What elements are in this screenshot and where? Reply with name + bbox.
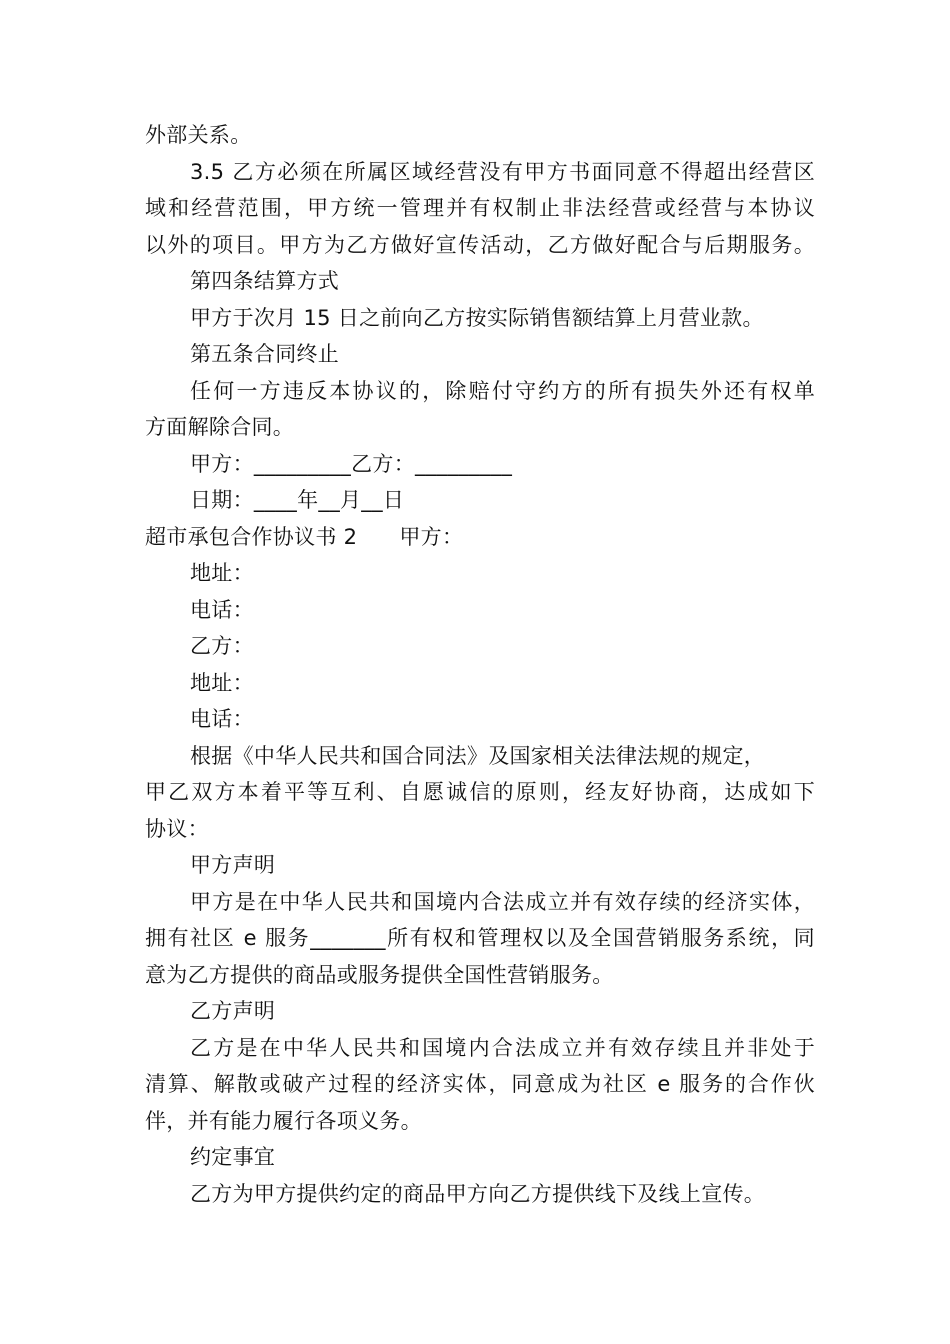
field-line: 地址：: [190, 561, 254, 585]
field-line: 电话：: [190, 707, 254, 731]
field-line: 地址：: [190, 670, 254, 695]
paragraph-line: 甲方是在中华人民共和国境内合法成立并有效存续的经济实体，: [190, 889, 815, 914]
paragraph-line: 乙方是在中华人民共和国境内合法成立并有效存续且并非处于: [190, 1035, 815, 1060]
paragraph-line: 以外的项目。甲方为乙方做好宣传活动，乙方做好配合与后期服务。: [145, 232, 815, 257]
section-heading: 乙方声明: [190, 999, 276, 1023]
paragraph-line: 根据《中华人民共和国合同法》及国家相关法律法规的规定，: [190, 743, 766, 768]
field-line: 乙方：: [190, 634, 254, 658]
paragraph-line: 外部关系。: [145, 123, 252, 147]
agreement-title: 超市承包合作协议书 2: [145, 524, 358, 549]
section-heading: 甲方声明: [190, 853, 276, 877]
paragraph-line: 甲乙双方本着平等互利、自愿诚信的原则，经友好协商，达成如下: [145, 780, 815, 804]
paragraph-line: 方面解除合同。: [145, 415, 295, 439]
paragraph-line: 意为乙方提供的商品或服务提供全国性营销服务。: [145, 962, 614, 987]
paragraph-line: 3.5 乙方必须在所属区域经营没有甲方书面同意不得超出经营区: [190, 159, 815, 184]
paragraph-line: 协议：: [145, 816, 209, 841]
section-heading: 约定事宜: [190, 1145, 276, 1169]
paragraph-line: 拥有社区 e 服务_______所有权和管理权以及全国营销服务系统，同: [145, 926, 815, 950]
paragraph-line: 任何一方违反本协议的，除赔付守约方的所有损失外还有权单: [190, 378, 815, 403]
paragraph-line: 甲方于次月 15 日之前向乙方按实际销售额结算上月营业款。: [190, 305, 764, 330]
field-line: 电话：: [190, 597, 254, 622]
paragraph-line: 清算、解散或破产过程的经济实体，同意成为社区 e 服务的合作伙: [145, 1072, 815, 1096]
agreement-title-line: [145, 519, 815, 556]
party-a-label: 甲方：: [399, 524, 464, 549]
paragraph-line: 乙方为甲方提供约定的商品甲方向乙方提供线下及线上宣传。: [190, 1181, 766, 1206]
paragraph-line: 伴，并有能力履行各项义务。: [145, 1108, 422, 1133]
paragraph-line: 域和经营范围，甲方统一管理并有权制止非法经营或经营与本协议: [145, 196, 815, 220]
section-heading: 第四条结算方式: [190, 269, 340, 293]
section-heading: 第五条合同终止: [190, 342, 340, 366]
document-body: [145, 117, 815, 1212]
date-line: 日期：____年__月__日: [190, 488, 405, 512]
signature-line: 甲方：_________乙方：_________: [190, 451, 513, 476]
